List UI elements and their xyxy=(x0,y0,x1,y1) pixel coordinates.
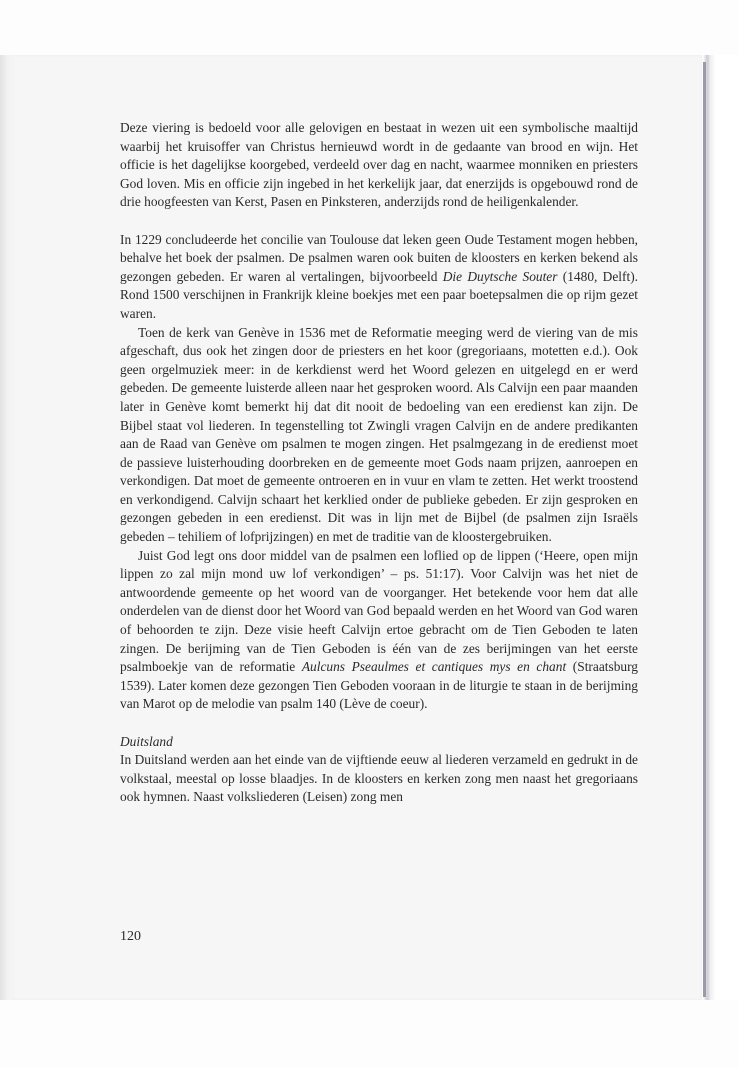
paragraph-viering: Deze viering is bedoeld voor alle gelovigen en bestaat in wezen uit een symbolische maaltijd waarbij het kruisoffer van Christus hernieuwd wordt in de gedaante van brood en wijn. Het officie is het dagelijkse koorgebed, verdeeld over dag en nacht, waarmee monniken en priesters God loven. Mis en officie zijn ingebed in het kerkelijk jaar, dat enerzijds is opgebouwd rond de drie hoogfeesten van Kerst, Pasen en Pinksteren, anderzijds rond de heiligenkalender. xyxy=(120,120,638,210)
paragraph-geneve: Toen de kerk van Genève in 1536 met de Reformatie meeging werd de viering van de mis afgeschaft, dus ook het zingen door de priesters en het koor (gregoriaans, motetten e.d.). Ook geen orgelmuziek meer: in de kerkdienst werd het Woord gelezen en uitgelegd en er werd gebeden. De gemeente luisterde alleen naar het gesproken woord. Als Calvijn een paar maanden later in Genève komt bemerkt hij dat dit nooit de bedoeling van een eredienst kan zijn. De Bijbel staat vol liederen. In tegenstelling tot Zwingli vragen Calvijn en de andere predikanten aan de Raad van Genève om psalmen te mogen zingen. Het psalmgezang in de eredienst moet de passieve luisterhouding doorbreken en de gemeente moet Gods naam prijzen, aanroepen en verkondigen. Dat moet de gemeente ontroeren en in vuur en vlam te zetten. Het werkt troostend en verkondigend. Calvijn schaart het kerklied onder de publieke gebeden. Er zijn gesproken en gezongen gebeden in een eredienst. Dit was in lijn met de Bijbel (de psalmen zijn Israëls gebeden – tehiliem of lofprijzingen) en met de traditie van de kloostergebruiken. xyxy=(120,324,638,545)
book-title-duytsche-souter: Die Duytsche Souter xyxy=(442,268,558,284)
section-heading-duitsland: Duitsland xyxy=(120,733,173,749)
paragraph-loflied xyxy=(120,547,638,714)
scan-left-edge xyxy=(0,55,12,1000)
book-title-aulcuns-pseaulmes: Aulcuns Pseaulmes et cantiques mys en chant xyxy=(301,659,567,675)
paragraph-toulouse-text-1: In 1229 concludeerde het concilie van Toulouse dat leken geen Oude Testament mogen hebben, behalve het boek der psalmen. De psalmen waren ook buiten de kloosters en kerken bekend als gezongen gebeden. Er waren al vertalingen, bijvoorbeeld xyxy=(120,231,638,284)
paragraph-loflied-text-1: Juist God legt ons door middel van de psalmen een loflied op de lippen (‘Heere, open mijn lippen zo zal mijn mond uw lof verkondigen’ – ps. 51:17). Voor Calvijn was het niet de antwoordende gemeente op het woord van de voorganger. Het betekende voor hem dat alle onderdelen van de dienst door het Woord van God bepaald werden en het Woord van God waren of behoorden te zijn. Deze visie heeft Calvijn ertoe gebracht om de Tien Geboden te laten zingen. De berijming van de Tien Geboden is één van de zes berijmingen van het eerste psalmboekje van de reformatie xyxy=(120,547,638,675)
paragraph-loflied-text-2: (Straatsburg 1539). Later komen deze gezongen Tien Geboden vooraan in de liturgie te staan in de berijming van Marot op de melodie van psalm 140 (Lève de coeur). xyxy=(120,659,638,712)
page-edge-line xyxy=(703,62,706,997)
book-spine xyxy=(702,55,738,1000)
paragraph-duitsland: In Duitsland werden aan het einde van de vijftiende eeuw al liederen verzameld en gedrukt in de volkstaal, meestal op losse blaadjes. In de kloosters en kerken zong men naast het gregoriaans ook hymnen. Naast volksliederen (Leisen) zong men xyxy=(120,752,638,805)
page-number: 120 xyxy=(120,929,141,944)
paragraph-toulouse-text-2: (1480, Delft). Rond 1500 verschijnen in Frankrijk kleine boekjes met een paar boetepsalmen die op rijm gezet waren. xyxy=(120,268,638,321)
paragraph-toulouse xyxy=(120,231,638,324)
body-text xyxy=(120,119,638,807)
